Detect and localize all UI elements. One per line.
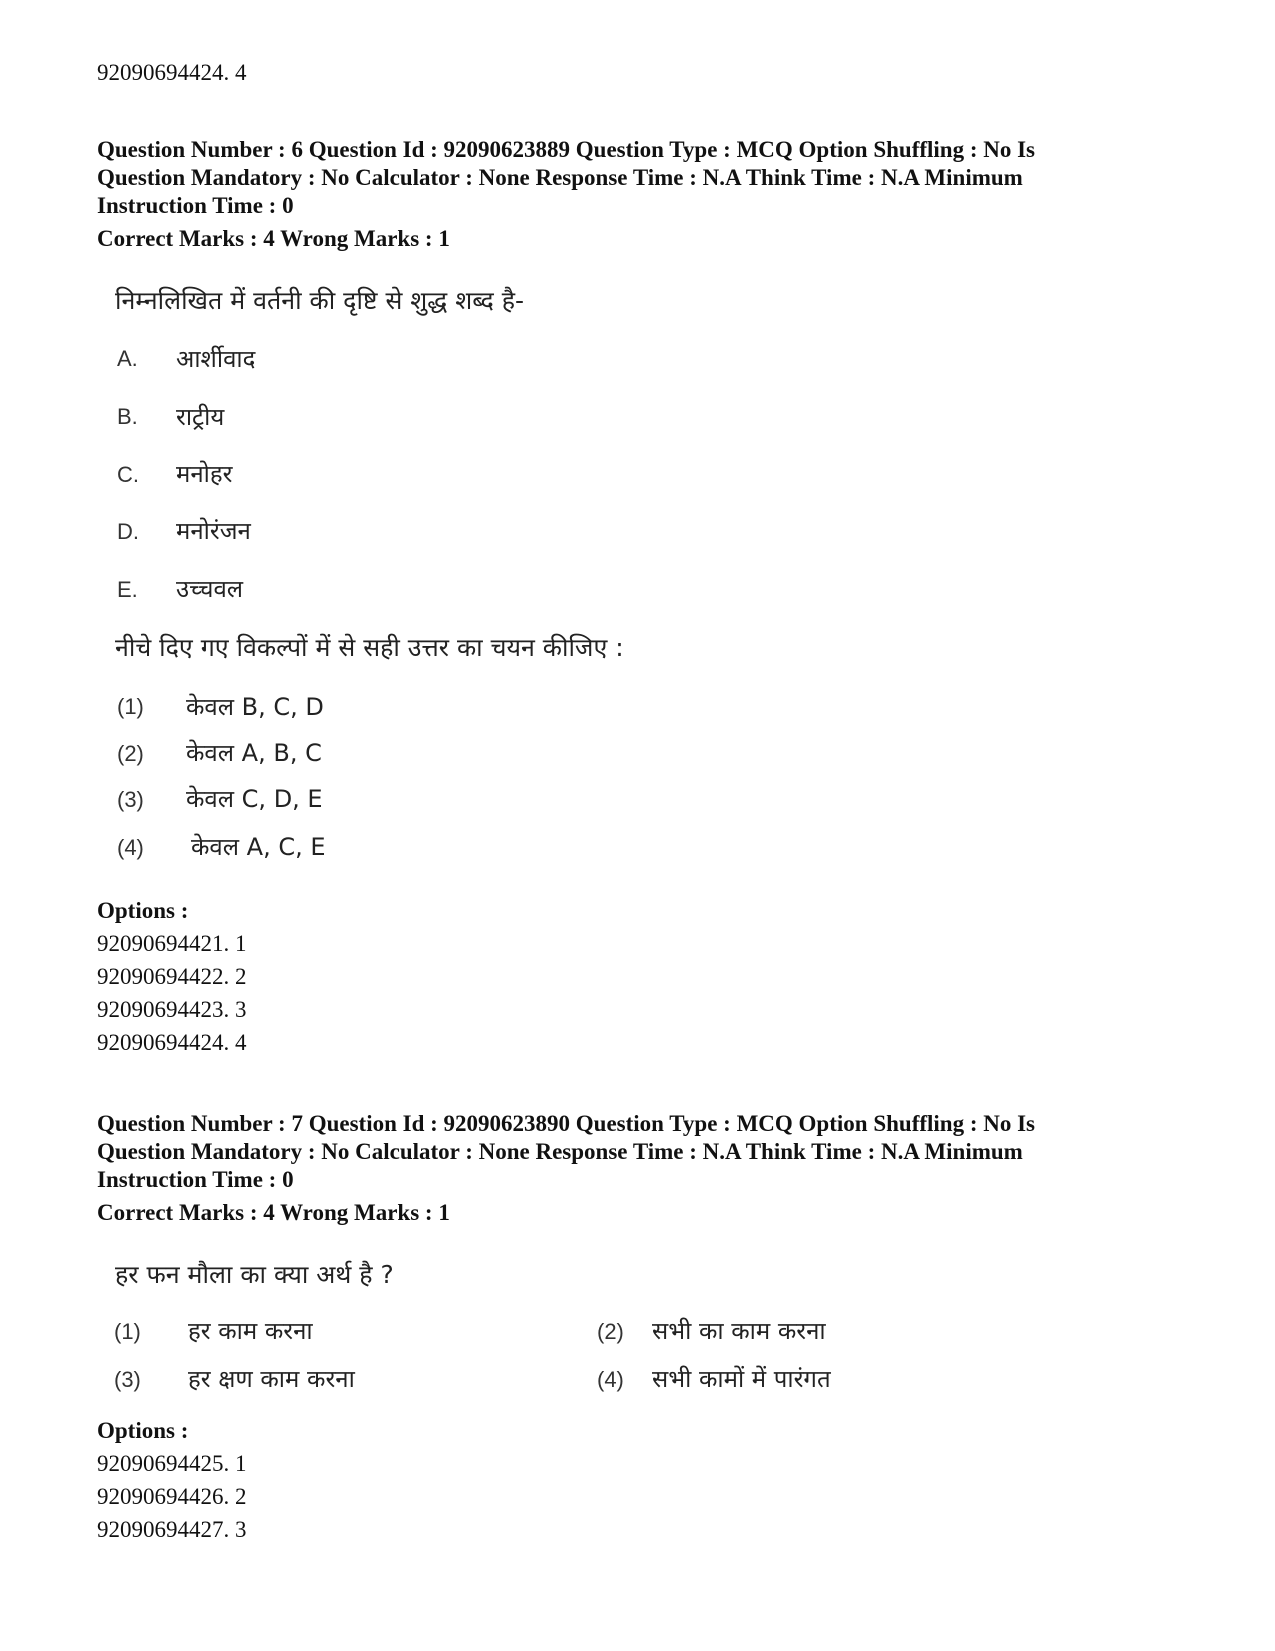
option-line: 92090694426. 2 xyxy=(97,1484,247,1509)
choice-label: (4) xyxy=(117,835,144,860)
option-line: 92090694425. 1 xyxy=(97,1451,247,1476)
option-line: 92090694424. 4 xyxy=(97,60,247,85)
question-meta-line: Question Number : 7 Question Id : 92090623890 Question Type : MCQ Option Shuffling : No Is xyxy=(97,1111,1036,1136)
choice-text: केवल A, C, E xyxy=(191,833,326,861)
choice-label: (3) xyxy=(114,1367,141,1392)
choice-label: (2) xyxy=(117,741,144,766)
question-meta-line: Question Mandatory : No Calculator : None Response Time : N.A Think Time : N.A Minimum xyxy=(97,165,1023,190)
choice-text: केवल B, C, D xyxy=(186,693,324,721)
choice-text: सभी कामों में पारंगत xyxy=(652,1365,831,1393)
statement-text: उच्चवल xyxy=(176,575,244,603)
question-meta-line: Instruction Time : 0 xyxy=(97,193,294,218)
option-line: 92090694423. 3 xyxy=(97,997,247,1022)
statement-text: राट्रीय xyxy=(176,403,225,431)
question-meta-line: Instruction Time : 0 xyxy=(97,1167,294,1192)
choice-text: केवल C, D, E xyxy=(186,785,323,813)
choice-label: (2) xyxy=(597,1319,624,1344)
question-prompt: हर फन मौला का क्या अर्थ है ? xyxy=(115,1260,394,1289)
choice-label: (4) xyxy=(597,1367,624,1392)
statement-label: D. xyxy=(117,519,139,544)
option-line: 92090694424. 4 xyxy=(97,1030,247,1055)
option-line: 92090694427. 3 xyxy=(97,1517,247,1542)
question-meta-line: Question Number : 6 Question Id : 92090623889 Question Type : MCQ Option Shuffling : No Is xyxy=(97,137,1036,162)
statement-text: मनोहर xyxy=(176,460,233,488)
statement-label: C. xyxy=(117,462,139,487)
options-heading: Options : xyxy=(97,1418,189,1443)
choice-label: (3) xyxy=(117,787,144,812)
option-line: 92090694421. 1 xyxy=(97,931,247,956)
options-heading: Options : xyxy=(97,898,189,923)
choice-label: (1) xyxy=(117,694,144,719)
question-marks: Correct Marks : 4 Wrong Marks : 1 xyxy=(97,1200,450,1225)
question-instruction: नीचे दिए गए विकल्पों में से सही उत्तर का चयन कीजिए : xyxy=(115,633,624,662)
statement-text: आर्शीवाद xyxy=(176,345,256,373)
question-marks: Correct Marks : 4 Wrong Marks : 1 xyxy=(97,226,450,251)
choice-text: हर क्षण काम करना xyxy=(188,1365,355,1393)
statement-label: A. xyxy=(117,346,138,371)
question-meta-line: Question Mandatory : No Calculator : None Response Time : N.A Think Time : N.A Minimum xyxy=(97,1139,1023,1164)
choice-text: हर काम करना xyxy=(188,1317,313,1345)
choice-text: सभी का काम करना xyxy=(652,1317,826,1345)
statement-label: B. xyxy=(117,404,138,429)
statement-label: E. xyxy=(117,577,138,602)
choice-label: (1) xyxy=(114,1319,141,1344)
option-line: 92090694422. 2 xyxy=(97,964,247,989)
question-prompt: निम्नलिखित में वर्तनी की दृष्टि से शुद्ध शब्द है- xyxy=(115,286,525,315)
choice-text: केवल A, B, C xyxy=(186,739,322,767)
statement-text: मनोरंजन xyxy=(176,517,251,545)
